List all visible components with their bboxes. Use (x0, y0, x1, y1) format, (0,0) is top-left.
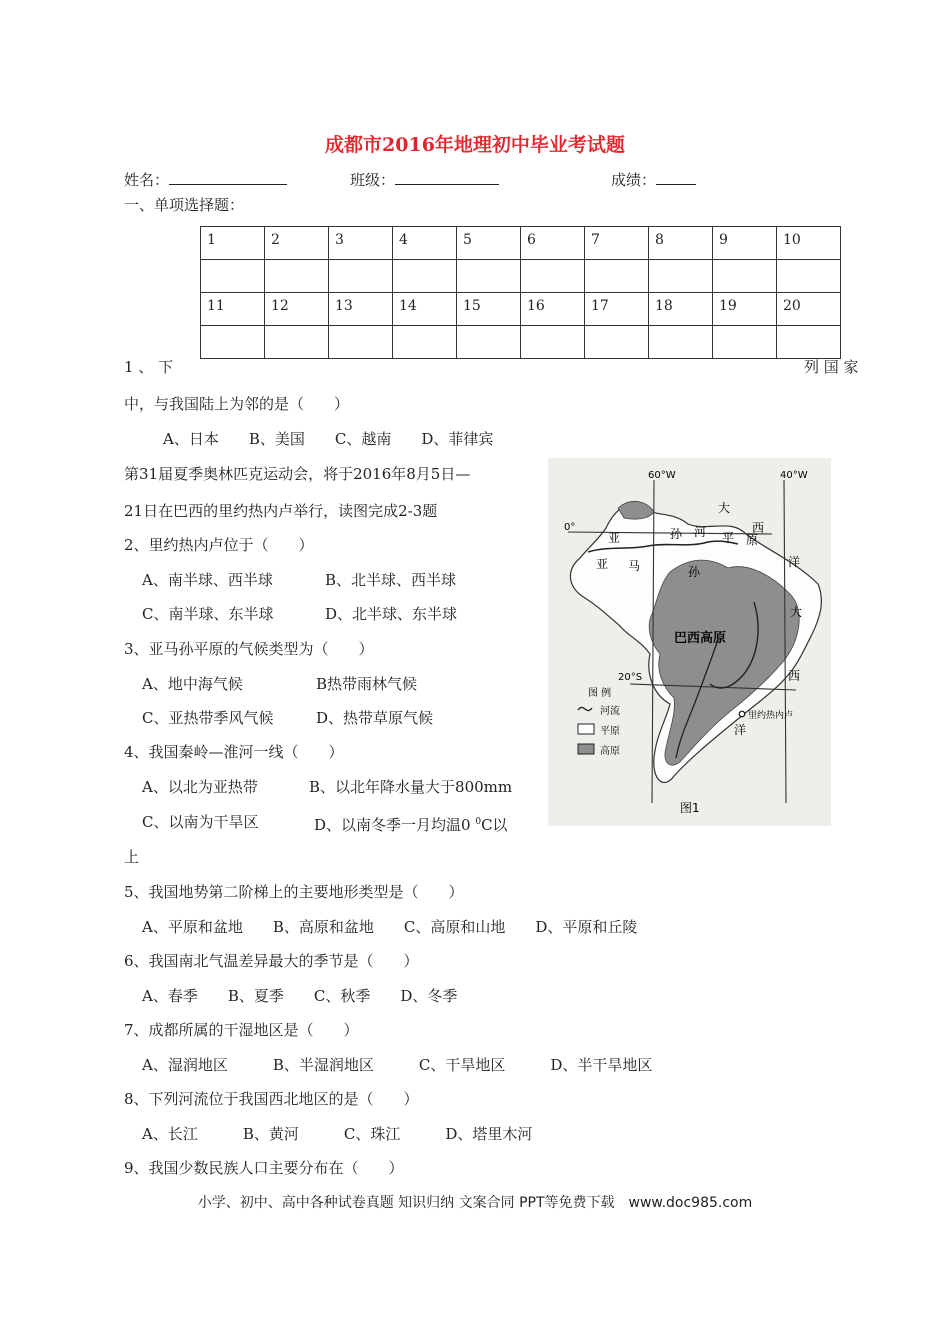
q4-option-b: B、以北年降水量大于800mm (309, 778, 513, 796)
lat-0-label: 0° (564, 522, 576, 533)
lon-40w-label: 40°W (780, 470, 808, 481)
intro-line-1: 第31届夏季奥林匹克运动会，将于2016年8月5日— (124, 465, 471, 483)
q4-option-a: A、以北为亚热带 (142, 778, 258, 796)
score-field (611, 170, 696, 190)
table-cell: 18 (649, 293, 713, 326)
name-label: 姓名： (124, 171, 170, 189)
table-cell: 19 (713, 293, 777, 326)
q9-stem: 9、我国少数民族人口主要分布在（ ） (124, 1159, 404, 1177)
q3-stem: 3、亚马孙平原的气候类型为（ ） (124, 640, 374, 658)
table-cell: 2 (265, 227, 329, 260)
answer-cell[interactable] (777, 260, 841, 293)
answer-cell[interactable] (713, 326, 777, 359)
table-cell: 3 (329, 227, 393, 260)
q6-options: A、春季 B、夏季 C、秋季 D、冬季 (142, 987, 458, 1005)
table-cell: 20 (777, 293, 841, 326)
answer-cell[interactable] (329, 260, 393, 293)
q1-stem-cont: 中，与我国陆上为邻的是（ ） (124, 395, 350, 413)
q3-option-b: B热带雨林气候 (316, 675, 418, 693)
legend-plain-swatch (578, 724, 594, 734)
amazon-river-label: 河 (694, 525, 707, 539)
name-field (124, 170, 287, 190)
brazil-map-figure (548, 458, 831, 826)
table-cell: 13 (329, 293, 393, 326)
q2-option-a: A、南半球、西半球 (142, 571, 273, 589)
section-heading: 一、单项选择题： (124, 196, 245, 214)
answer-cell[interactable] (457, 260, 521, 293)
q4-option-c: C、以南为干旱区 (142, 813, 259, 831)
answer-cell[interactable] (585, 260, 649, 293)
table-cell: 12 (265, 293, 329, 326)
brazil-plateau (649, 560, 799, 765)
atlantic-ocean-label: 洋 (734, 723, 747, 737)
answer-cell[interactable] (265, 326, 329, 359)
q1-stem-end: 列 国 家 (804, 358, 859, 376)
q4-stem: 4、我国秦岭—淮河一线（ ） (124, 743, 344, 761)
atlantic-ocean-label: 西 (752, 521, 765, 535)
page-footer: 小学、初中、高中各种试卷真题 知识归纳 文案合同 PPT等免费下载 www.doc985.com (197, 1195, 753, 1211)
class-blank (395, 170, 499, 185)
answer-table (200, 226, 841, 359)
amazon-plain-label: 原 (746, 533, 759, 547)
q8-stem: 8、下列河流位于我国西北地区的是（ ） (124, 1090, 419, 1108)
q5-stem: 5、我国地势第二阶梯上的主要地形类型是（ ） (124, 883, 464, 901)
table-cell: 1 (201, 227, 265, 260)
q1-stem-start: 1 、 下 (124, 358, 174, 376)
legend-river-icon (578, 707, 592, 710)
q8-options: A、长江 B、黄河 C、珠江 D、塔里木河 (142, 1125, 533, 1143)
table-row (201, 260, 841, 293)
atlantic-ocean-label: 洋 (788, 555, 801, 569)
answer-cell[interactable] (521, 326, 585, 359)
rio-label: 里约热内卢 (748, 711, 794, 721)
table-cell: 7 (585, 227, 649, 260)
answer-cell[interactable] (457, 326, 521, 359)
answer-cell[interactable] (649, 260, 713, 293)
degree-superscript: 0 (475, 817, 482, 827)
q2-option-d: D、北半球、东半球 (325, 605, 458, 623)
atlantic-ocean-label: 大 (790, 605, 803, 619)
answer-cell[interactable] (393, 326, 457, 359)
legend-plain-label: 平原 (600, 726, 620, 737)
lon-60w-label: 60°W (648, 470, 676, 481)
legend-plateau-swatch (578, 744, 594, 754)
table-cell: 9 (713, 227, 777, 260)
table-cell: 8 (649, 227, 713, 260)
answer-cell[interactable] (201, 260, 265, 293)
q2-option-b: B、北半球、西半球 (325, 571, 457, 589)
atlantic-ocean-label: 大 (718, 501, 731, 515)
legend-title: 图 例 (588, 688, 612, 699)
table-cell: 4 (393, 227, 457, 260)
score-label: 成绩： (611, 171, 657, 189)
q5-options: A、平原和盆地 B、高原和盆地 C、高原和山地 D、平原和丘陵 (142, 918, 638, 936)
q7-options: A、湿润地区 B、半湿润地区 C、干旱地区 D、半干旱地区 (142, 1056, 653, 1074)
q3-option-d: D、热带草原气候 (316, 709, 434, 727)
q2-stem: 2、里约热内卢位于（ ） (124, 536, 314, 554)
table-cell: 5 (457, 227, 521, 260)
class-label: 班级： (350, 171, 396, 189)
table-cell: 15 (457, 293, 521, 326)
table-cell: 11 (201, 293, 265, 326)
q4-option-d-unit: C以 (481, 816, 508, 834)
amazon-river-label: 亚 (608, 531, 621, 545)
q4-option-d-text: D、以南冬季一月均温0 (314, 816, 476, 834)
q4-option-d (314, 812, 508, 835)
table-cell: 14 (393, 293, 457, 326)
table-row (201, 227, 841, 260)
figure-label: 图1 (680, 801, 700, 815)
rio-marker (739, 711, 745, 717)
amazon-plain-label: 孙 (688, 565, 701, 579)
answer-cell[interactable] (201, 326, 265, 359)
amazon-plain-label: 亚 (596, 557, 609, 571)
name-blank (169, 170, 287, 185)
amazon-river-label: 孙 (670, 527, 683, 541)
intro-line-2: 21日在巴西的里约热内卢举行，读图完成2-3题 (124, 502, 438, 520)
atlantic-ocean-label: 西 (788, 669, 801, 683)
amazon-plain-label: 马 (628, 559, 641, 573)
table-cell: 16 (521, 293, 585, 326)
q6-stem: 6、我国南北气温差异最大的季节是（ ） (124, 952, 419, 970)
guiana-highland (618, 501, 654, 519)
q4-option-d-wrap: 上 (124, 848, 140, 866)
table-cell: 17 (585, 293, 649, 326)
class-field (350, 170, 499, 190)
table-cell: 6 (521, 227, 585, 260)
q7-stem: 7、成都所属的干湿地区是（ ） (124, 1021, 359, 1039)
table-row (201, 293, 841, 326)
answer-cell[interactable] (777, 326, 841, 359)
legend-plateau-label: 高原 (600, 746, 620, 757)
answer-cell[interactable] (521, 260, 585, 293)
answer-cell[interactable] (393, 260, 457, 293)
amazon-plain-label: 平 (722, 531, 735, 545)
q2-option-c: C、南半球、东半球 (142, 605, 274, 623)
score-blank (656, 170, 696, 185)
table-cell: 10 (777, 227, 841, 260)
answer-cell[interactable] (265, 260, 329, 293)
page-title: 成都市2016年地理初中毕业考试题 (325, 134, 625, 156)
lat-20s-label: 20°S (618, 672, 643, 683)
answer-cell[interactable] (713, 260, 777, 293)
answer-cell[interactable] (329, 326, 393, 359)
q3-option-c: C、亚热带季风气候 (142, 709, 274, 727)
answer-cell[interactable] (585, 326, 649, 359)
q1-options: A、日本 B、美国 C、越南 D、菲律宾 (163, 430, 494, 448)
table-row (201, 326, 841, 359)
legend-river-label: 河流 (600, 706, 620, 717)
brazil-plateau-label: 巴西高原 (674, 631, 727, 646)
q3-option-a: A、地中海气候 (142, 675, 243, 693)
answer-cell[interactable] (649, 326, 713, 359)
